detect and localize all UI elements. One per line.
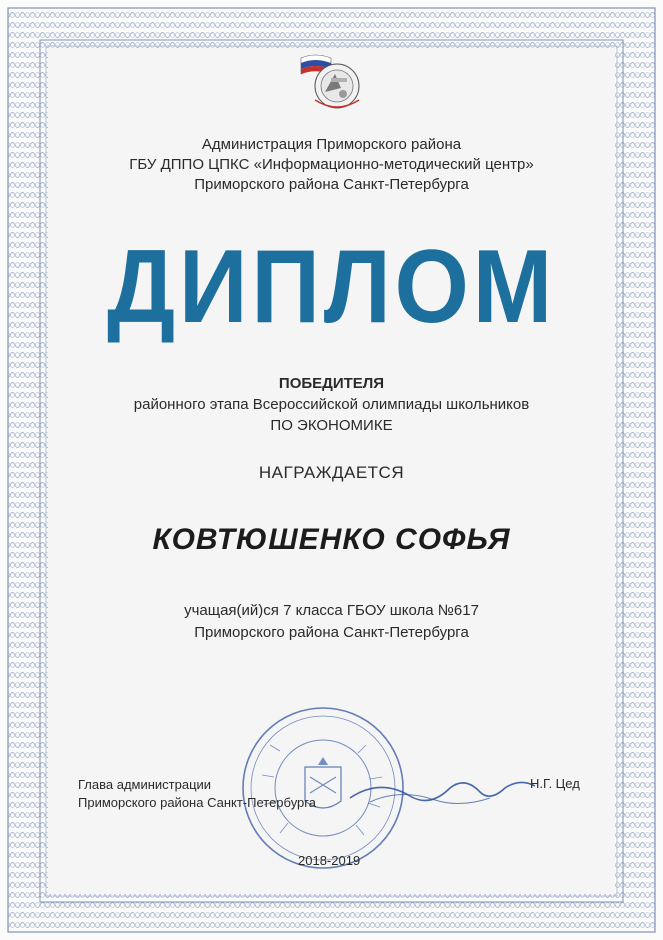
award-stage: районного этапа Всероссийской олимпиады школьников [133,396,530,413]
handwritten-signature [340,758,540,828]
recipient-district: Приморского района Санкт-Петербурга [194,624,469,641]
signatory-position [78,776,316,812]
header-line-1: Администрация Приморского района [201,136,462,153]
recipient-name: КОВТЮШЕНКО СОФЬЯ [152,523,511,556]
awarded-label: НАГРАЖДАЕТСЯ [258,463,405,482]
diploma-title: ДИПЛОМ [106,229,557,345]
olympiad-logo-emblem [295,52,373,114]
header-line-2: ГБУ ДППО ЦПКС «Информационно-методический центр» [129,156,534,173]
academic-year: 2018-2019 [298,853,361,868]
award-subject: ПО ЭКОНОМИКЕ [270,417,393,434]
signatory-position-line-1: Глава администрации [78,777,212,792]
recipient-school: учащая(ий)ся 7 класса ГБОУ школа №617 [184,602,479,619]
award-rank: ПОБЕДИТЕЛЯ [278,375,385,392]
signatory-name: Н.Г. Цед [530,776,580,791]
signatory-position-line-2: Приморского района Санкт-Петербурга [78,795,316,810]
header-line-3: Приморского района Санкт-Петербурга [194,176,469,193]
